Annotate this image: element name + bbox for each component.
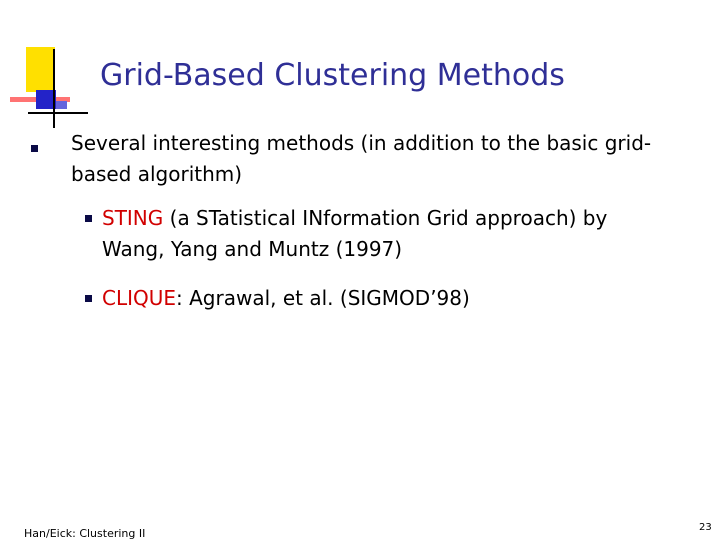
sub-bullet-line: Wang, Yang and Muntz (1997) [102, 237, 403, 261]
decorative-vertical-line [53, 49, 55, 128]
slide-title: Grid-Based Clustering Methods [100, 58, 565, 93]
sub-bullet-text-part: : Agrawal, et al. (SIGMOD’98) [176, 286, 470, 310]
sub-bullet-text [102, 203, 607, 265]
bullet-line: based algorithm) [71, 162, 243, 186]
page-number: 23 [699, 522, 712, 533]
bullet-line: Several interesting methods (in addition to the basic grid- [71, 131, 652, 155]
decorative-yellow-square [26, 47, 55, 92]
decorative-blue-small-square [56, 101, 67, 109]
sub-bullet-text-part: (a STatistical INformation Grid approach) by [163, 206, 608, 230]
bullet-marker [31, 145, 38, 152]
highlight-clique: CLIQUE [102, 286, 177, 310]
bullet-text [71, 128, 651, 190]
sub-bullet-marker [85, 295, 92, 302]
sub-bullet-line [102, 203, 607, 234]
sub-bullet-line [102, 283, 470, 314]
sub-bullet-marker [85, 215, 92, 222]
footer-text: Han/Eick: Clustering II [24, 527, 146, 540]
highlight-sting: STING [102, 206, 164, 230]
sub-bullet-text [102, 283, 470, 314]
decorative-horizontal-line [28, 112, 88, 114]
